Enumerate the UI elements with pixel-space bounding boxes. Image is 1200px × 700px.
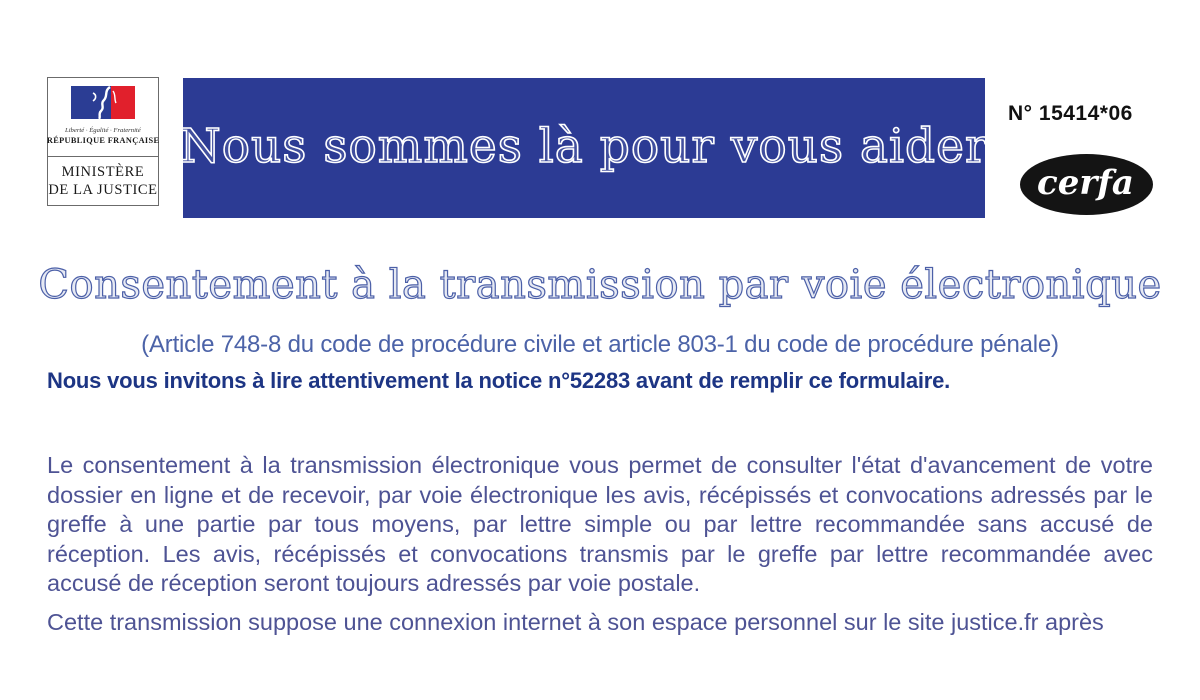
cerfa-logo (1020, 154, 1153, 215)
help-banner (179, 78, 989, 218)
ministry-logo-block (47, 77, 159, 206)
body-paragraph-1: Le consentement à la transmission électronique vous permet de consulter l'état d'avancement de votre dossier en ligne et de recevoir, par voie électronique les avis, récépissés et convocations adressés par le greffe à une partie par tous moyens, par lettre simple ou par lettre recommandée sans accusé de réception. Les avis, récépissés et convocations transmis par le greffe par lettre recommandée avec accusé de réception seront toujours adressés par voie postale. (47, 452, 1153, 596)
ministry-logo-top (48, 78, 158, 157)
republique-francaise-emblem-icon (63, 85, 143, 125)
document-title: Consentement à la transmission par voie électronique (38, 262, 1162, 308)
ministry-name-line1: MINISTÈRE (61, 164, 145, 180)
body-paragraph-2: Cette transmission suppose une connexion internet à son espace personnel sur le site justice.fr après (47, 609, 1104, 635)
ministry-motto: Liberté · Égalité · Fraternité (65, 126, 141, 134)
ministry-name (48, 157, 158, 205)
form-number: N° 15414*06 (1008, 102, 1133, 125)
document-subtitle: (Article 748-8 du code de procédure civile et article 803-1 du code de procédure pénale) (141, 331, 1059, 358)
ministry-name-line2: DE LA JUSTICE (48, 182, 158, 198)
cerfa-logo-text: cerfa (1037, 162, 1134, 203)
help-banner-text: Nous sommes là pour vous aider (179, 118, 989, 174)
republique-francaise-label: RÉPUBLIQUE FRANÇAISE (46, 135, 160, 145)
notice-line: Nous vous invitons à lire attentivement la notice n°52283 avant de remplir ce formulaire. (47, 368, 951, 393)
